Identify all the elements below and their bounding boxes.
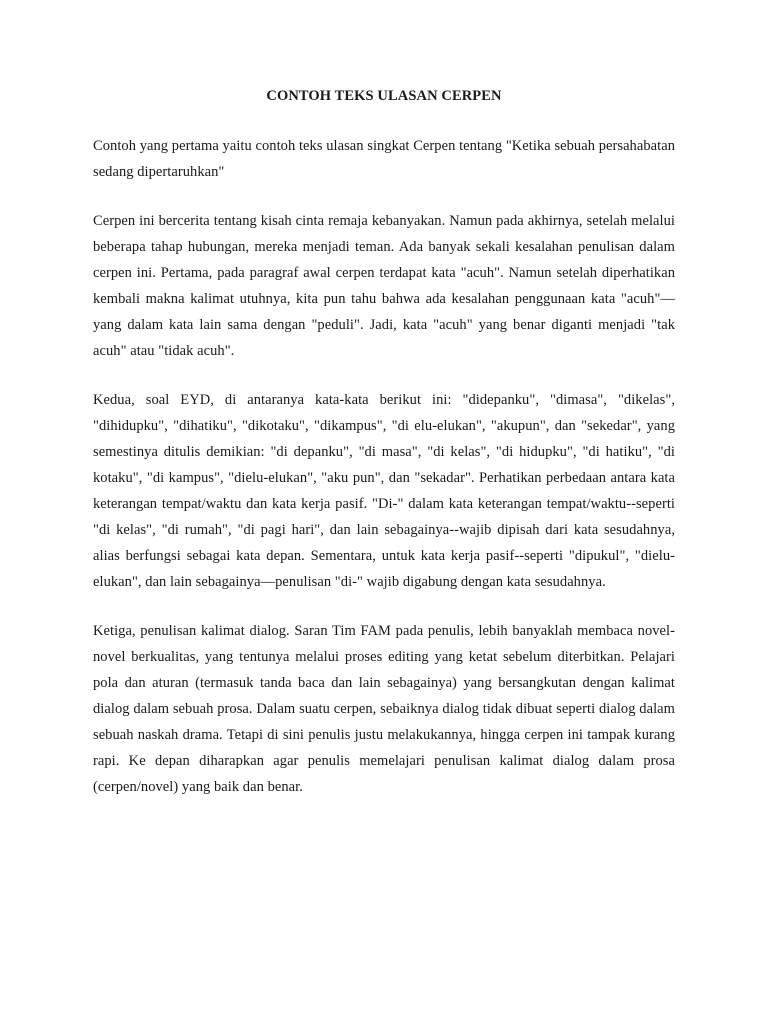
document-body: [93, 133, 675, 823]
paragraph-second-eyd: Kedua, soal EYD, di antaranya kata-kata berikut ini: "didepanku", "dimasa", "dikelas", "dihidupku", "dihatiku", "dikotaku", "dikampus", "di elu-elukan", "akupun", dan "sekedar", yang semestinya ditulis demikian: "di depanku", "di masa", "di kelas", "di hidupku", "di hatiku", "di kotaku", "di kampus", "dielu-elukan", "aku pun", dan "sekadar". Perhatikan perbedaan antara kata keterangan tempat/waktu dan kata kerja pasif. "Di-" dalam kata keterangan tempat/waktu--seperti "di kelas", "di rumah", "di pagi hari", dan lain sebagainya--wajib dipisah dari kata sesudahnya, alias berfungsi sebagai kata depan. Sementara, untuk kata kerja pasif--seperti "dipukul", "dielu-elukan", dan lain sebagainya—penulisan "di-" wajib digabung dengan kata sesudahnya.: [93, 392, 675, 590]
document-title: CONTOH TEKS ULASAN CERPEN: [266, 88, 502, 104]
paragraph-first-review: Cerpen ini bercerita tentang kisah cinta remaja kebanyakan. Namun pada akhirnya, setelah melalui beberapa tahap hubungan, mereka menjadi teman. Ada banyak sekali kesalahan penulisan dalam cerpen ini. Pertama, pada paragraf awal cerpen terdapat kata "acuh". Namun setelah diperhatikan kembali makna kalimat utuhnya, kita pun tahu bahwa ada kesalahan penggunaan kata "acuh"—yang dalam kata lain sama dengan "peduli". Jadi, kata "acuh" yang benar diganti menjadi "tak acuh" atau "tidak acuh".: [93, 213, 675, 359]
paragraph-intro: Contoh yang pertama yaitu contoh teks ulasan singkat Cerpen tentang "Ketika sebuah persahabatan sedang dipertaruhkan": [93, 138, 675, 180]
paragraph-third-dialog: Ketiga, penulisan kalimat dialog. Saran Tim FAM pada penulis, lebih banyaklah membaca novel-novel berkualitas, yang tentunya melalui proses editing yang ketat sebelum diterbitkan. Pelajari pola dan aturan (termasuk tanda baca dan lain sebagainya) yang bersangkutan dengan kalimat dialog dalam sebuah prosa. Dalam suatu cerpen, sebaiknya dialog tidak dibuat seperti dialog dalam sebuah naskah drama. Tetapi di sini penulis justu melakukannya, hingga cerpen ini tampak kurang rapi. Ke depan diharapkan agar penulis memelajari penulisan kalimat dialog dalam prosa (cerpen/novel) yang baik dan benar.: [93, 623, 675, 795]
